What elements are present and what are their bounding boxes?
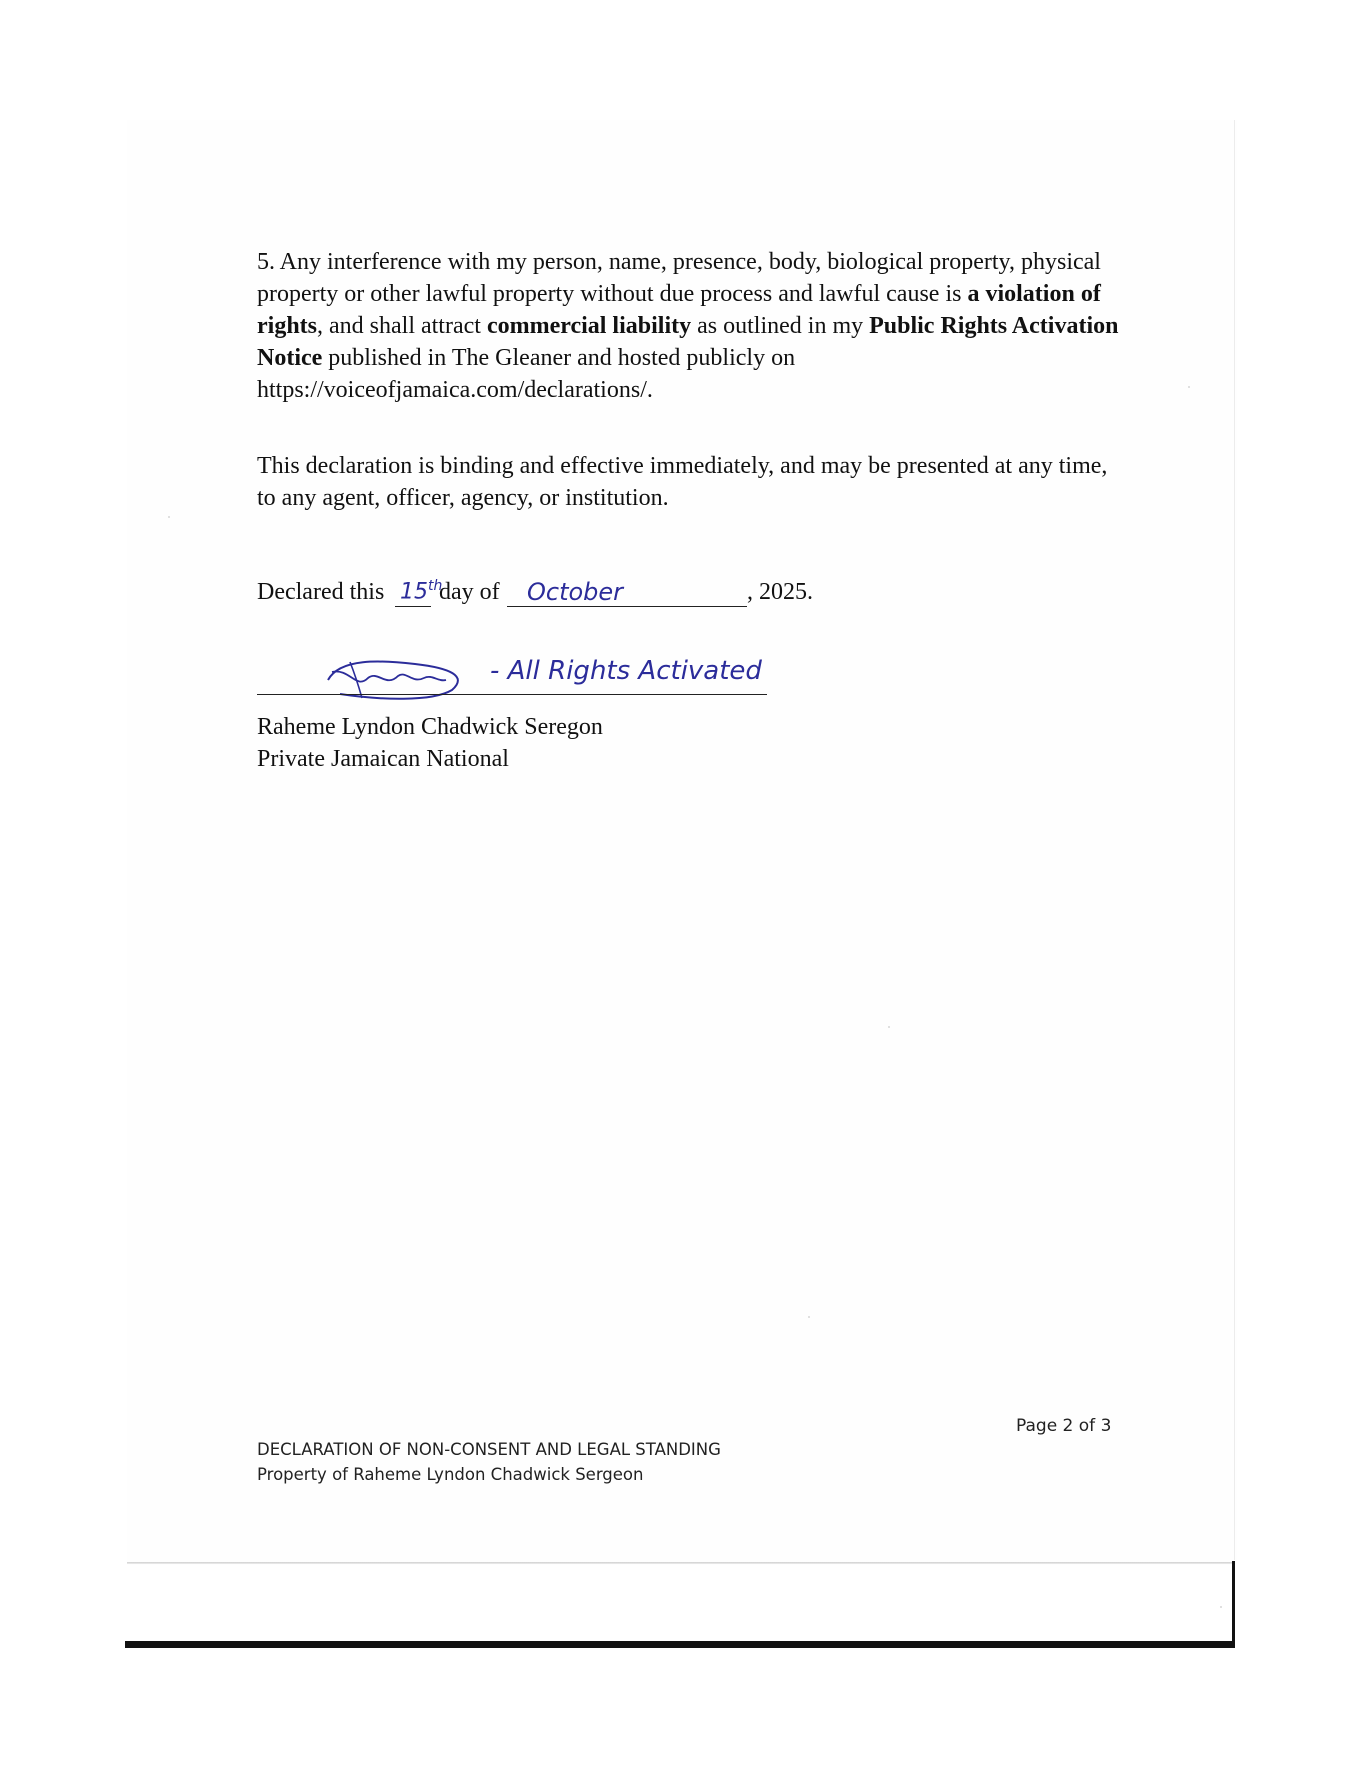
declared-prefix: Declared this	[257, 579, 385, 605]
declared-middle: day of	[439, 579, 500, 605]
scan-speck	[808, 1316, 810, 1318]
signature-note: - All Rights Activated	[490, 656, 762, 686]
signature-line	[257, 694, 767, 695]
handwritten-day-number: 15	[400, 579, 428, 605]
clause-5-text-4: published in The Gleaner and hosted publicly on https://voiceofjamaica.com/declarations/.	[257, 345, 796, 403]
handwritten-day-suffix: th	[428, 578, 443, 594]
signatory-title: Private Jamaican National	[257, 746, 509, 772]
scan-edge-bottom	[125, 1641, 1235, 1648]
scan-speck	[1188, 386, 1190, 388]
scan-speck	[1220, 1606, 1222, 1608]
clause-5-bold-violation: a violation of rights	[257, 281, 1101, 339]
handwritten-signature	[320, 650, 470, 704]
page-edge	[1234, 120, 1235, 1560]
declared-year: , 2025.	[747, 579, 813, 605]
binding-paragraph: This declaration is binding and effective immediately, and may be presented at any time, to any agent, officer, agency, or institution.	[257, 453, 1108, 511]
footer-owner: Property of Raheme Lyndon Chadwick Sergeon	[257, 1465, 644, 1484]
scan-speck	[168, 516, 170, 518]
handwritten-month: October	[527, 578, 624, 606]
handwritten-day	[400, 570, 442, 608]
clause-5-text-1: 5. Any interference with my person, name, presence, body, biological property, physical property or other lawful property without due process and lawful cause is	[257, 249, 1101, 307]
page-number: Page 2 of 3	[1016, 1416, 1112, 1436]
scan-edge-right	[1232, 1561, 1235, 1646]
scan-edge-line	[127, 1562, 1232, 1564]
scan-speck	[888, 1026, 890, 1028]
clause-5-text-3: as outlined in my	[691, 313, 870, 339]
clause-5-bold-liability: commercial liability	[486, 313, 692, 339]
signatory-name: Raheme Lyndon Chadwick Seregon	[257, 714, 603, 740]
declaration-date-line	[257, 570, 1157, 614]
clause-5-paragraph	[257, 246, 1127, 406]
clause-5-bold-notice: Public Rights Activation Notice	[257, 313, 1119, 371]
footer-document-title: DECLARATION OF NON-CONSENT AND LEGAL STANDING	[257, 1440, 721, 1459]
clause-5-text-2: , and shall attract	[317, 313, 487, 339]
